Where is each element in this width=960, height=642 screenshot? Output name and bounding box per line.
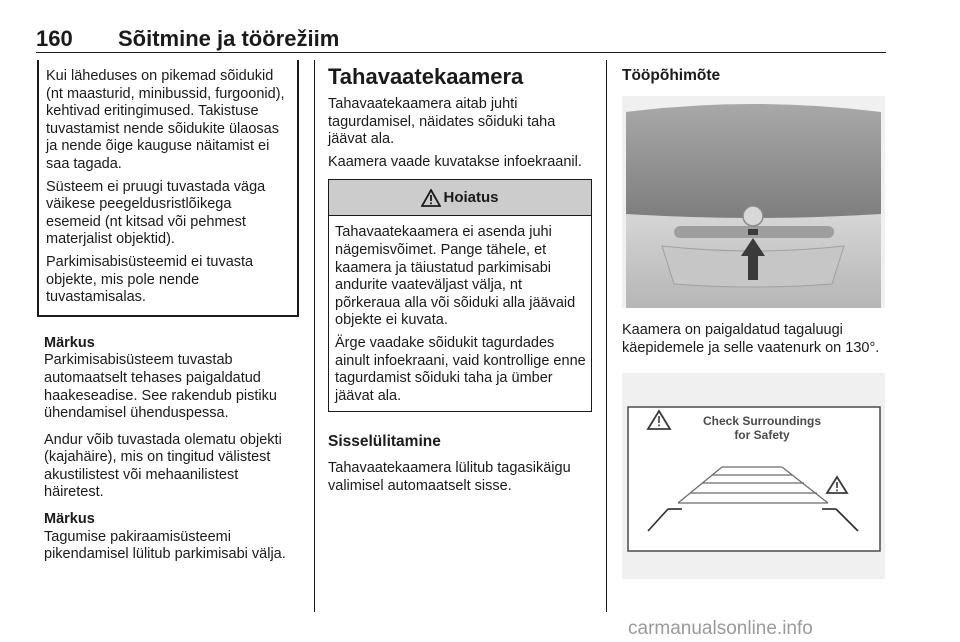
- screen-message-line1: Check Surroundings: [702, 414, 822, 429]
- display-illustration: [622, 373, 885, 579]
- note-text: Tagumise pakiraamisüsteemi pikendamisel lülitub parkimisabi välja.: [44, 528, 286, 563]
- display-paragraph: Kaamera vaade kuvatakse infoekraanil.: [328, 153, 582, 170]
- header-rule: [36, 52, 886, 53]
- note-label: Märkus: [44, 334, 95, 351]
- camera-caption: Kaamera on paigaldatud tagaluugi käepidemele ja selle vaatenurk on 130°.: [622, 322, 880, 356]
- warning-body: [329, 216, 591, 411]
- section-title: Sõitmine ja töörežiim: [118, 26, 340, 51]
- warning-paragraph: Tahavaatekaamera ei asenda juhi nägemisvõimet. Pange tähele, et kaamera ja täiustatud parkimisabi andurite vaateväljast välja, nt põrkeraua alla või sõiduki alla jäävaid objekte ei kuvata.: [335, 224, 576, 329]
- column-divider: [314, 60, 315, 612]
- box-paragraph: Süsteem ei pruugi tuvastada väga väikese peegeldusristlõikega esemeid (nt kitsad või pehmest materjalist objektid).: [46, 178, 266, 248]
- left-notes: [37, 335, 299, 564]
- watermark: carmanualsonline.info: [628, 618, 813, 639]
- intro-paragraph: Tahavaatekaamera aitab juhti tagurdamisel, näidates sõiduki taha jäävat ala.: [328, 96, 556, 148]
- page-header: [36, 26, 886, 52]
- box-paragraph: Kui läheduses on pikemad sõidukid (nt maasturid, minibussid, furgoonid), kehtivad eritingimused. Takistuse tuvastamist nende sõidukite ülaosas ja nende õige kauguse näitamist ei saa tagada.: [46, 68, 285, 172]
- tailgate-illustration: [622, 96, 885, 308]
- warning-header: [329, 180, 591, 216]
- note-label: Märkus: [44, 511, 95, 528]
- continued-warning-box: [37, 60, 299, 317]
- operation-heading: Tööpõhimõte: [622, 67, 721, 84]
- activation-heading: Sisselülitamine: [328, 433, 441, 451]
- left-column: [37, 60, 299, 569]
- rear-window: [626, 104, 881, 220]
- warning-title: Hoiatus: [443, 189, 499, 207]
- paragraph: Andur võib tuvastada olematu objekti (kajahäire), mis on tingitud välistest akustilistest või mehaanilistest häiretest.: [44, 431, 282, 501]
- page-number: 160: [36, 26, 73, 51]
- column-divider: [606, 60, 607, 612]
- camera-heading: Tahavaatekaamera: [328, 64, 524, 89]
- warning-triangle-icon: [421, 189, 441, 207]
- warning-paragraph: Ärge vaadake sõidukit tagurdades ainult infoekraani, vaid kontrollige enne tagurdamist sõiduki taha ja ümber jäävat ala.: [335, 334, 586, 404]
- box-paragraph: Parkimisabisüsteemid ei tuvasta objekte, mis pole nende tuvastamisalas.: [46, 253, 254, 306]
- right-column: [622, 66, 886, 579]
- warning-box: [328, 179, 592, 412]
- screen-message-line2: for Safety: [734, 428, 790, 443]
- camera-lens: [748, 229, 758, 235]
- activation-paragraph: Tahavaatekaamera lülitub tagasikäigu valimisel automaatselt sisse.: [328, 460, 571, 494]
- middle-column: [328, 64, 592, 501]
- note-text: Parkimisabisüsteem tuvastab automaatselt tehases paigaldatud haakeseadise. See rakendub pistiku ühendamisel ühenduspessa.: [44, 352, 277, 422]
